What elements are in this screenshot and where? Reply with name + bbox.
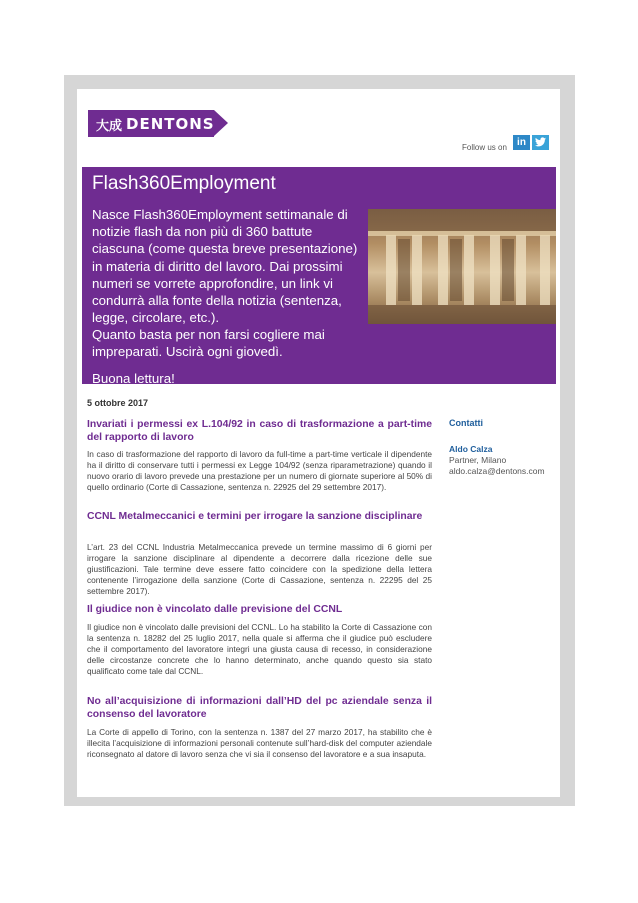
hero-closing: Buona lettura! bbox=[92, 371, 175, 386]
article-1-body: In caso di trasformazione del rapporto di lavoro da full-time a part-time verticale il dipendente ha il diritto di conservare tutti i permessi ex Legge 104/92 (senza riparametrazione) quando il nuovo orario di lavoro prevede una prestazione per un numero di giornate superiore al 50% di quello ordinario (Corte di Cassazione, sentenza n. 22925 del 29 settembre 2017). bbox=[87, 449, 432, 492]
follow-us-label: Follow us on bbox=[462, 143, 507, 152]
article-4-title[interactable]: No all’acquisizione di informazioni dall’HD del pc aziendale senza il consenso del lavoratore bbox=[87, 696, 432, 720]
twitter-bird-glyph bbox=[535, 137, 546, 147]
contact-name: Aldo Calza bbox=[449, 444, 493, 454]
article-2-body: L’art. 23 del CCNL Industria Metalmeccanica prevede un termine massimo di 6 giorni per irrogare la sanzione disciplinare al dipendente a decorrere dalla ricezione delle sue giustificazioni. Tale termine deve essere fatto coincidere con la spedizione della lettera contenente l’irrogazione della sanzione (Corte di Cassazione, sentenza n. 22295 del 25 settembre 2017). bbox=[87, 542, 432, 596]
hero-line-2: impreparati. Uscirà ogni giovedì. bbox=[92, 344, 283, 359]
linkedin-icon[interactable] bbox=[513, 135, 530, 150]
article-2-title[interactable]: CCNL Metalmeccanici e termini per irrogare la sanzione disciplinare bbox=[87, 511, 423, 522]
architecture-photo bbox=[368, 209, 556, 324]
dentons-logo[interactable] bbox=[88, 110, 228, 137]
article-1-title[interactable]: Invariati i permessi ex L.104/92 in caso di trasformazione a part-time del rapporto di lavoro bbox=[87, 419, 432, 443]
article-4-body: La Corte di appello di Torino, con la sentenza n. 1387 del 27 marzo 2017, ha stabilito che è illecita l’acquisizione di informazioni personali contenute sull’hard-disk del computer aziendale riconsegnato al datore di lavoro senza che vi sia il consenso del lavoratore e a sua insaputa. bbox=[87, 727, 432, 759]
article-3-title[interactable]: Il giudice non è vincolato dalle previsione del CCNL bbox=[87, 604, 343, 615]
article-3-body: Il giudice non è vincolato dalle previsioni del CCNL. Lo ha stabilito la Corte di Cassazione con la sentenza n. 18282 del 25 luglio 2017, nella quale si afferma che il giudice può escludere che il comportamento del lavoratore integri una giusta causa di recesso, in considerazione delle circostanze concrete che lo hanno determinato, anche quando questo sia stato qualificato come tale dal CCNL. bbox=[87, 622, 432, 676]
hero-line-1: Quanto basta per non farsi cogliere mai bbox=[92, 327, 325, 342]
issue-date: 5 ottobre 2017 bbox=[87, 398, 149, 408]
contact-email-link[interactable]: aldo.calza@dentons.com bbox=[449, 466, 545, 476]
hero-title: Flash360Employment bbox=[92, 173, 276, 194]
contacts-heading: Contatti bbox=[449, 418, 483, 428]
hero-intro: Nasce Flash360Employment settimanale di notizie flash da non più di 360 battute ciascuna (come questa breve presentazione) in materia di diritto del lavoro. Dai prossimi numeri se vorrete approfondire, un link vi condurrà alla fonte della notizia (sentenza, legge, circolare, etc.). bbox=[92, 207, 358, 326]
logo-chinese-mark: 大成 bbox=[96, 119, 123, 134]
logo-arrow bbox=[214, 110, 228, 136]
linkedin-glyph: in bbox=[517, 137, 526, 148]
twitter-icon[interactable] bbox=[532, 135, 549, 150]
contact-role: Partner, Milano bbox=[449, 455, 507, 465]
logo-wordmark: DENTONS bbox=[126, 115, 215, 133]
